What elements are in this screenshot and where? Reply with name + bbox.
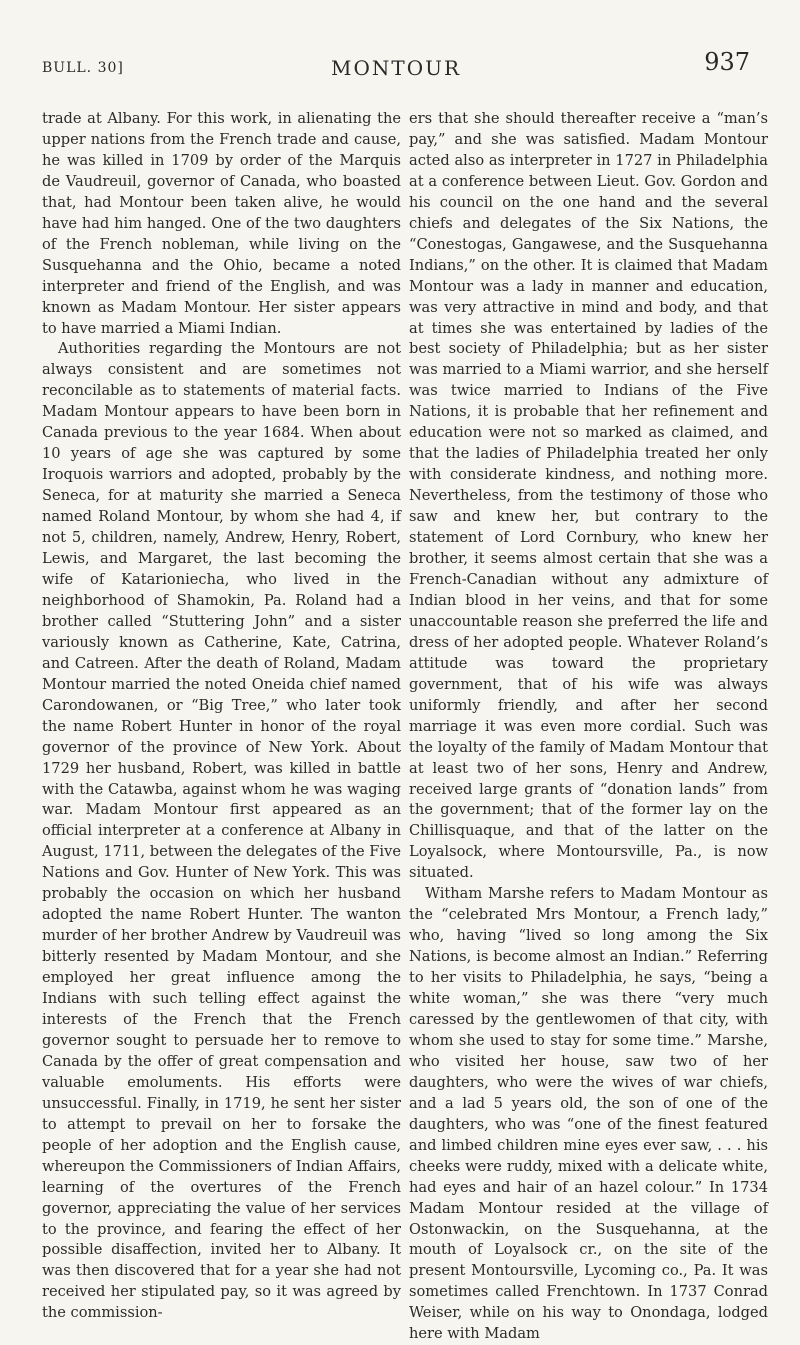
left-column <box>42 109 401 1324</box>
paragraph: ers that she should thereafter receive a “man’s pay,” and she was satisfied. Madam Montour acted also as interpreter in 1727 in Philadelphia at a conference between Lieut. Gov. Gordon and his council on the one hand and the several chiefs and delegates of the Six Nations, the “Conestogas, Gangawese, and the Susquehanna Indians,” on the other. It is claimed that Madam Montour was a lady in manner and education, was very attractive in mind and body, and that at times she was entertained by ladies of the best society of Philadelphia; but as her sister was married to a Miami warrior, and she herself was twice married to Indians of the Five Nations, it is probable that her refinement and education were not so marked as claimed, and that the ladies of Philadelphia treated her only with considerate kindness, and nothing more. Nevertheless, from the testimony of those who saw and knew her, but contrary to the statement of Lord Cornbury, who knew her brother, it seems almost certain that she was a French-Canadian without any admixture of Indian blood in her veins, and that for some unaccountable reason she preferred the life and dress of her adopted people. Whatever Roland’s attitude was toward the proprietary government, that of his wife was always uniformly friendly, and after her second marriage it was even more cordial. Such was the loyalty of the family of Madam Montour that at least two of her sons, Henry and Andrew, received large grants of “donation lands” from the government; that of the former lay on the Chillisquaque, and that of the latter on the Loyalsock, where Montoursville, Pa., is now situated. <box>409 110 768 882</box>
paragraph: Witham Marshe refers to Madam Montour as the “celebrated Mrs Montour, a French lady,” who, having “lived so long among the Six Nations, is become almost an Indian.” Referring to her visits to Philadelphia, he says, “being a white woman,” she was there “very much caressed by the gentlewomen of that city, with whom she used to stay for some time.” Marshe, who visited her house, saw two of her daughters, who were the wives of war chiefs, and a lad 5 years old, the son of one of the daughters, who was “one of the finest featured and limbed children mine eyes ever saw, . . . his cheeks were ruddy, mixed with a delicate white, had eyes and hair of an hazel colour.” In 1734 Madam Montour resided at the village of Ostonwackin, on the Susquehanna, at the mouth of Loyalsock cr., on the site of the present Montoursville, Lycoming co., Pa. It was sometimes called Frenchtown. In 1737 Conrad Weiser, while on his way to Onondaga, lodged here with Madam <box>409 885 768 1343</box>
paragraph: Authorities regarding the Montours are not always consistent and are sometimes not reconcilable as to statements of material facts. Madam Montour appears to have been born in Canada previous to the year 1684. When about 10 years of age she was captured by some Iroquois warriors and adopted, probably by the Seneca, for at maturity she married a Seneca named Roland Montour, by whom she had 4, if not 5, children, namely, Andrew, Henry, Robert, Lewis, and Margaret, the last becoming the wife of Katarioniecha, who lived in the neighborhood of Shamokin, Pa. Roland had a brother called “Stuttering John” and a sister variously known as Catherine, Kate, Catrina, and Catreen. After the death of Roland, Madam Montour married the noted Oneida chief named Carondowanen, or “Big Tree,” who later took the name Robert Hunter in honor of the royal governor of the province of New York. About 1729 her husband, Robert, was killed in battle with the Catawba, against whom he was waging war. Madam Montour first appeared as an official interpreter at a conference at Albany in August, 1711, between the delegates of the Five Nations and Gov. Hunter of New York. This was probably the occasion on which her husband adopted the name Robert Hunter. The wanton murder of her brother Andrew by Vaudreuil was bitterly resented by Madam Montour, and she employed her great influence among the Indians with such telling effect against the interests of the French that the French governor sought to persuade her to remove to Canada by the offer of great compensation and valuable emoluments. His efforts were unsuccessful. Finally, in 1719, he sent her sister to attempt to prevail on her to forsake the people of her adoption and the English cause, whereupon the Commissioners of Indian Affairs, learning of the overtures of the French governor, appreciating the value of her services to the province, and fearing the effect of her possible disaffection, invited her to Albany. It was then discovered that for a year she had not received her stipulated pay, so it was agreed by the commission- <box>42 340 401 1322</box>
page-header <box>42 48 750 88</box>
bulletin-reference: BULL. 30] <box>42 60 124 76</box>
running-title: MONTOUR <box>330 56 462 80</box>
right-column <box>409 109 768 1345</box>
page-number: 937 <box>704 48 750 76</box>
paragraph: trade at Albany. For this work, in alienating the upper nations from the French trade and cause, he was killed in 1709 by order of the Marquis de Vaudreuil, governor of Canada, who boasted that, had Montour been taken alive, he would have had him hanged. One of the two daughters of the French nobleman, while living on the Susquehanna and the Ohio, became a noted interpreter and friend of the English, and was known as Madam Montour. Her sister appears to have married a Miami Indian. <box>42 110 401 337</box>
